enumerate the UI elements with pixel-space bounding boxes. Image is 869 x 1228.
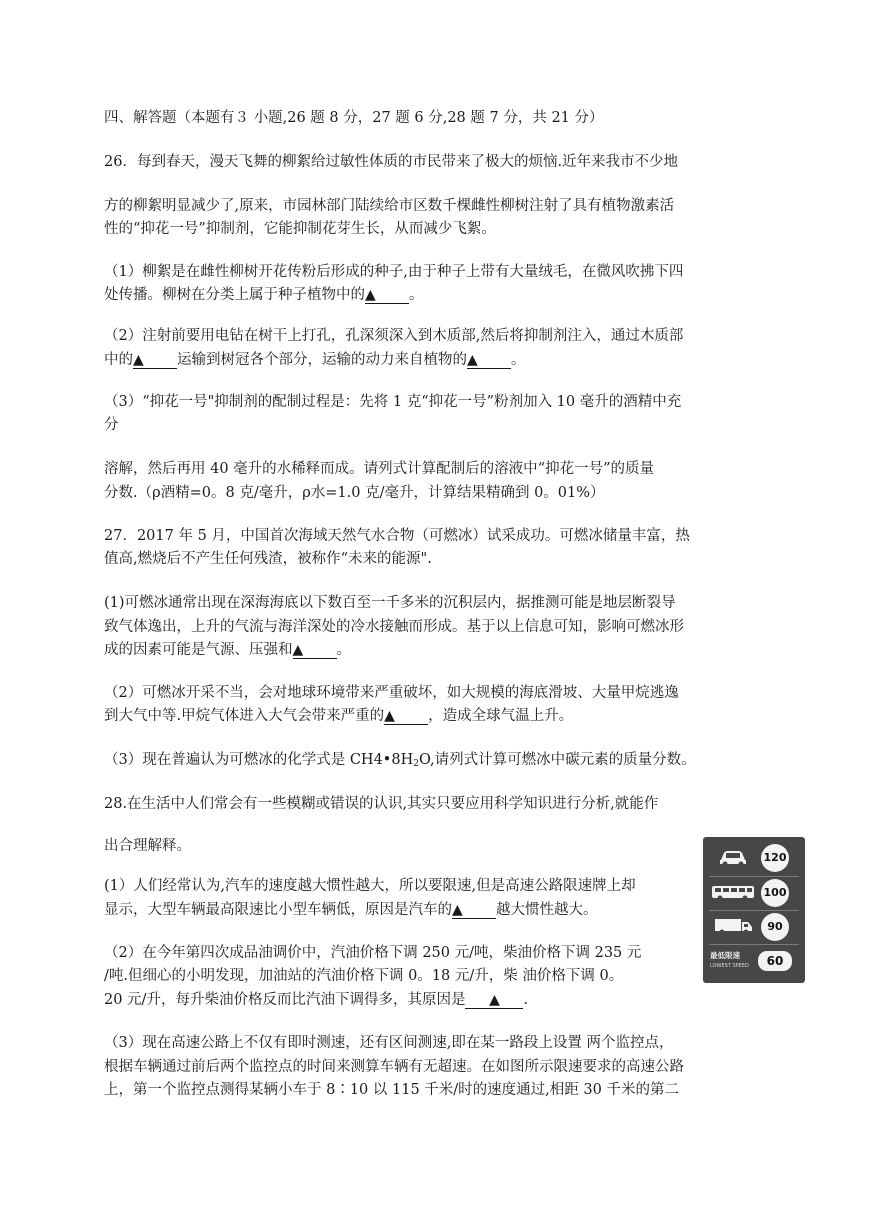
q28-intro-line-2: 出合理解释。 bbox=[104, 838, 191, 854]
q28-part2-line-3 bbox=[104, 990, 528, 1010]
q27-part2-line-2 bbox=[104, 706, 573, 726]
bus-icon bbox=[711, 884, 755, 902]
car-icon bbox=[717, 848, 749, 868]
formula-subscript: 2 bbox=[413, 759, 419, 769]
answer-blank[interactable] bbox=[452, 902, 496, 919]
q27-part1-line-2: 致气体逸出，上升的气流与海洋深处的冷水接触而形成。基于以上信息可知，影响可燃冰形 bbox=[104, 619, 684, 635]
q26-part3-line-4: 分数.（ρ酒精=0。8 克/毫升，ρ水=1.0 克/毫升，计算结果精确到 0。01%） bbox=[104, 485, 605, 501]
q28-part2-line-1: （2）在今年第四次成品油调价中，汽油价格下调 250 元/吨，柴油价格下调 235 元 bbox=[104, 945, 642, 961]
q28-part3-line-2: 根据车辆通过前后两个监控点的时间来测算车辆有无超速。在如图所示限速要求的高速公路 bbox=[104, 1059, 684, 1075]
q26-part3-line-2: 分 bbox=[104, 417, 119, 433]
q27-part2-text: 到大气中等.甲烷气体进入大气会带来严重的 bbox=[104, 708, 385, 724]
sign-divider bbox=[709, 876, 799, 877]
answer-blank[interactable] bbox=[293, 642, 337, 659]
min-limit-row bbox=[703, 947, 805, 977]
q26-part3-line-1: （3）“抑花一号"抑制剂的配制过程是：先将 1 克“抑花一号”粉剂加入 10 毫升的酒精中充 bbox=[104, 394, 682, 410]
q26-part1-line-2 bbox=[104, 285, 424, 305]
bus-limit-badge: 100 bbox=[761, 879, 789, 907]
q26-intro-line-2: 方的柳絮明显减少了,原来，市园林部门陆续给市区数千棵雌性柳树注射了具有植物激素活 bbox=[104, 198, 675, 214]
min-limit-badge: 60 bbox=[758, 951, 792, 971]
q26-part1-text-end: 。 bbox=[409, 287, 424, 303]
q27-part1-line-3 bbox=[104, 640, 351, 660]
q26-part1-line-1: （1）柳絮是在雌性柳树开花传粉后形成的种子,由于种子上带有大量绒毛，在微风吹拂下四 bbox=[104, 264, 684, 280]
q28-intro-line-1: 28.在生活中人们常会有一些模糊或错误的认识,其实只要应用科学知识进行分析,就能作 bbox=[104, 796, 659, 812]
truck-limit-badge: 90 bbox=[761, 913, 789, 941]
q26-intro-line-1: 26．每到春天，漫天飞舞的柳絮给过敏性体质的市民带来了极大的烦恼.近年来我市不少地 bbox=[104, 154, 679, 170]
triangle-marker-icon: ▲ bbox=[384, 708, 395, 724]
q27-part1-text-end: 。 bbox=[336, 642, 351, 658]
q26-part2-line-1: （2）注射前要用电钻在树干上打孔，孔深须深入到木质部,然后将抑制剂注入，通过木质部 bbox=[104, 328, 684, 344]
q26-part3-line-3: 溶解，然后再用 40 毫升的水稀释而成。请列式计算配制后的溶液中“抑花一号”的质量 bbox=[104, 461, 654, 477]
sign-divider bbox=[709, 944, 799, 945]
q27-intro-line-1: 27．2017 年 5 月，中国首次海域天然气水合物（可燃冰）试采成功。可燃冰储量丰富，热 bbox=[104, 528, 690, 544]
answer-blank[interactable] bbox=[133, 352, 177, 369]
q27-part1-line-1: (1)可燃冰通常出现在深海海底以下数百至一千多米的沉积层内，据推测可能是地层断裂导 bbox=[104, 595, 676, 611]
car-limit-row bbox=[703, 843, 805, 873]
triangle-marker-icon: ▲ bbox=[292, 642, 304, 658]
min-speed-label: 最低限速 bbox=[710, 951, 740, 960]
sign-divider bbox=[709, 910, 799, 911]
answer-blank[interactable] bbox=[384, 708, 428, 725]
answer-blank[interactable] bbox=[465, 992, 523, 1009]
q26-part2-text-end: 。 bbox=[511, 352, 526, 368]
q27-part1-text: 成的因素可能是气源、压强和 bbox=[104, 642, 293, 658]
q26-part2-text-mid: 运输到树冠各个部分，运输的动力来自植物的 bbox=[177, 352, 467, 368]
truck-icon bbox=[714, 917, 754, 937]
q28-part2-line-2: /吨.但细心的小明发现，加油站的汽油价格下调 0。18 元/升，柴 油价格下调 0。 bbox=[104, 968, 624, 984]
triangle-marker-icon: ▲ bbox=[365, 287, 376, 303]
q27-part3-text-end: O,请列式计算可燃冰中碳元素的质量分数。 bbox=[418, 752, 696, 768]
q28-part2-text-end: . bbox=[523, 992, 529, 1008]
q28-part3-line-1: （3）现在高速公路上不仅有即时测速，还有区间测速,即在某一路段上设置 两个监控点， bbox=[104, 1035, 674, 1051]
q26-part1-text: 处传播。柳树在分类上属于种子植物中的 bbox=[104, 287, 365, 303]
q27-part3-text: （3）现在普遍认为可燃冰的化学式是 CH4•8H bbox=[104, 752, 414, 768]
q26-part2-line-2 bbox=[104, 350, 526, 370]
q28-part1-line-2 bbox=[104, 900, 598, 920]
q27-part2-text-end: ，造成全球气温上升。 bbox=[428, 708, 574, 724]
truck-limit-row bbox=[703, 912, 805, 942]
q26-part2-text: 中的 bbox=[104, 352, 133, 368]
min-speed-label-en: LOWEST SPEED bbox=[710, 963, 749, 969]
triangle-marker-icon: ▲ bbox=[452, 902, 463, 918]
speed-limit-sign bbox=[703, 837, 805, 983]
car-limit-badge: 120 bbox=[761, 844, 789, 872]
q27-intro-line-2: 值高,燃烧后不产生任何残渣，被称作“未来的能源". bbox=[104, 551, 432, 567]
q27-part2-line-1: （2）可燃冰开采不当，会对地球环境带来严重破坏，如大规模的海底滑坡、大量甲烷逃逸 bbox=[104, 685, 679, 701]
q28-part2-text: 20 元/升，每升柴油价格反而比汽油下调得多，其原因是 bbox=[104, 992, 466, 1008]
answer-blank[interactable] bbox=[467, 352, 511, 369]
triangle-marker-icon: ▲ bbox=[467, 352, 478, 368]
q27-part3-line bbox=[104, 750, 696, 774]
q28-part1-text: 显示，大型车辆最高限速比小型车辆低，原因是汽车的 bbox=[104, 902, 452, 918]
section-header: 四、解答题（本题有３ 小题,26 题 8 分，27 题 6 分,28 题 7 分，共 21 分） bbox=[104, 110, 604, 126]
q28-part3-line-3: 上，第一个监控点测得某辆小车于 8∶10 以 115 千米/时的速度通过,相距 30 千米的第二 bbox=[104, 1082, 679, 1098]
q26-intro-line-3: 性的“抑花一号”抑制剂，它能抑制花芽生长，从而减少飞絮。 bbox=[104, 221, 496, 237]
answer-blank[interactable] bbox=[365, 287, 409, 304]
triangle-marker-icon: ▲ bbox=[133, 352, 144, 368]
triangle-marker-icon: ▲ bbox=[489, 992, 500, 1008]
bus-limit-row bbox=[703, 878, 805, 908]
q28-part1-text-end: 越大惯性越大。 bbox=[496, 902, 598, 918]
q28-part1-line-1: (1）人们经常认为,汽车的速度越大惯性越大，所以要限速,但是高速公路限速牌上却 bbox=[104, 878, 636, 894]
